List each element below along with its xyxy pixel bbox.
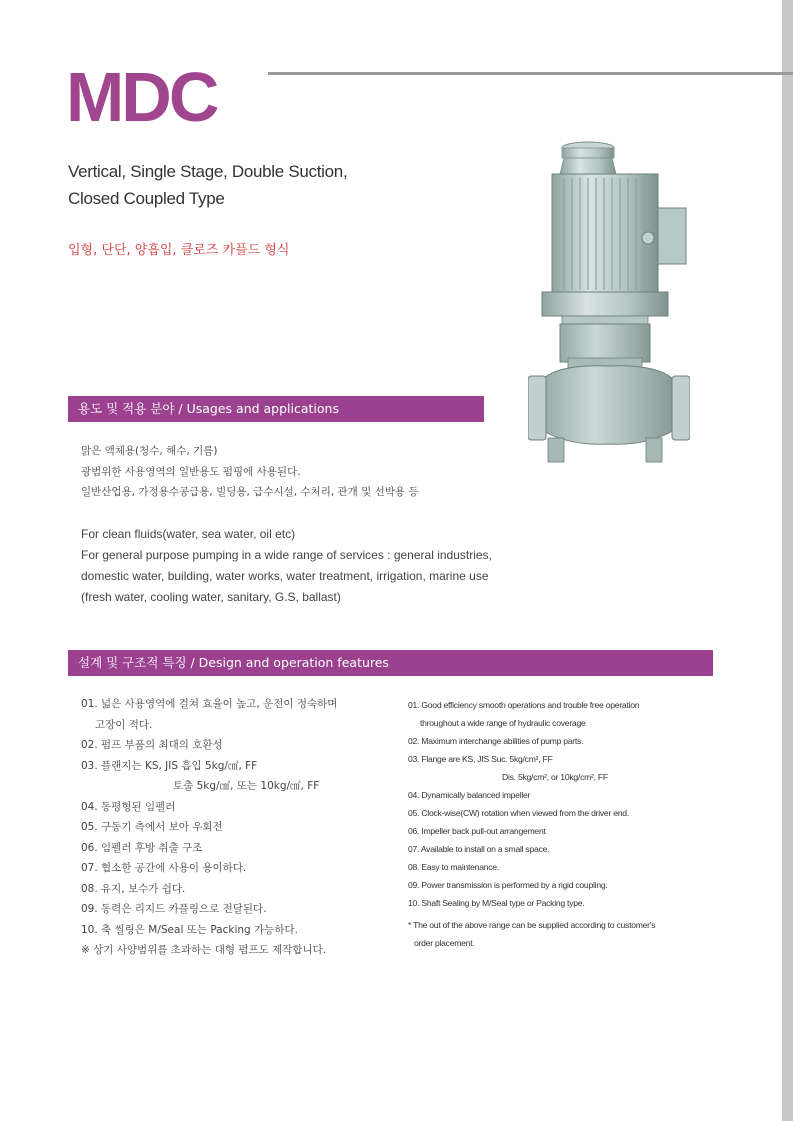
feature-en-line: 02. Maximum interchange abilities of pump parts. — [408, 736, 584, 746]
feature-kr-line: 01. 넓은 사용영역에 걸쳐 효율이 높고, 운전이 정숙하며 — [81, 698, 338, 710]
feature-en-line: Dis. 5kg/cm², or 10kg/cm², FF — [502, 772, 608, 782]
usage-en-line: (fresh water, cooling water, sanitary, G.S, ballast) — [81, 590, 341, 604]
header-rule — [268, 72, 793, 75]
product-subtitle-en — [68, 158, 347, 212]
usage-en-line: For general purpose pumping in a wide range of services : general industries, — [81, 548, 492, 562]
usage-en-line: For clean fluids(water, sea water, oil etc) — [81, 527, 296, 541]
usages-en-list — [81, 524, 492, 608]
features-heading: 설계 및 구조적 특징 / Design and operation features — [68, 650, 713, 676]
feature-en-line: 08. Easy to maintenance. — [408, 862, 499, 872]
feature-en-line: 03. Flange are KS, JIS Suc. 5kg/cm², FF — [408, 754, 553, 764]
feature-kr-line: 05. 구동기 측에서 보아 우회전 — [81, 821, 223, 833]
usage-en-line: domestic water, building, water works, water treatment, irrigation, marine use — [81, 569, 489, 583]
subtitle-line-2: Closed Coupled Type — [68, 189, 225, 208]
feature-kr-line: 토출 5kg/㎠, 또는 10kg/㎠, FF — [173, 780, 320, 792]
feature-en-line: 10. Shaft Sealing by M/Seal type or Packing type. — [408, 898, 585, 908]
product-subtitle-kr: 입형, 단단, 양흡입, 클로즈 카플드 형식 — [68, 243, 290, 258]
feature-kr-line: 02. 펌프 부품의 최대의 호환성 — [81, 739, 223, 751]
feature-kr-line: 04. 동평형된 임펠러 — [81, 800, 176, 813]
feature-kr-line: 10. 축 씰링은 M/Seal 또는 Packing 가능하다. — [81, 923, 298, 936]
usage-kr-line: 맑은 액체용(청수, 해수, 기름) — [81, 445, 218, 457]
feature-en-line: 04. Dynamically balanced impeller — [408, 790, 531, 800]
usage-kr-line: 일반산업용, 가정용수공급용, 빌딩용, 급수시설, 수처리, 관개 및 선박용 등 — [81, 486, 419, 498]
product-title: MDC — [66, 58, 217, 136]
usages-heading: 용도 및 적용 분야 / Usages and applications — [68, 396, 484, 422]
feature-kr-line: 09. 동력은 리지드 카플링으로 전달된다. — [81, 903, 267, 915]
feature-kr-line: 08. 유지, 보수가 쉽다. — [81, 882, 186, 895]
feature-en-line: 05. Clock-wise(CW) rotation when viewed from the driver end. — [408, 808, 629, 818]
feature-kr-line: 고장이 적다. — [95, 718, 153, 731]
usage-kr-line: 광범위한 사용영역의 일반용도 펌핑에 사용된다. — [81, 465, 301, 478]
feature-en-note: * The out of the above range can be supplied according to customer's — [408, 920, 656, 930]
feature-kr-line: 03. 플랜지는 KS, JIS 흡입 5kg/㎠, FF — [81, 759, 258, 772]
feature-en-line: 09. Power transmission is performed by a rigid coupling. — [408, 880, 608, 890]
features-en-list — [408, 696, 655, 952]
feature-kr-note: ※ 상기 사양범위를 초과하는 대형 펌프도 제작합니다. — [81, 944, 327, 956]
feature-en-line: throughout a wide range of hydraulic coverage — [420, 718, 586, 728]
feature-en-line: 06. Impeller back pull-out arrangement — [408, 826, 546, 836]
feature-en-note: order placement. — [414, 938, 475, 948]
features-kr-list — [81, 694, 337, 961]
feature-en-line: 07. Available to install on a small space. — [408, 844, 550, 854]
usages-kr-list — [81, 441, 419, 503]
feature-kr-line: 06. 임펠러 후방 취출 구조 — [81, 841, 203, 854]
subtitle-line-1: Vertical, Single Stage, Double Suction, — [68, 162, 348, 181]
right-edge-strip — [782, 0, 793, 1121]
pump-image — [528, 140, 690, 465]
feature-en-line: 01. Good efficiency smooth operations and trouble free operation — [408, 700, 640, 710]
feature-kr-line: 07. 협소한 공간에 사용이 용이하다. — [81, 862, 247, 874]
